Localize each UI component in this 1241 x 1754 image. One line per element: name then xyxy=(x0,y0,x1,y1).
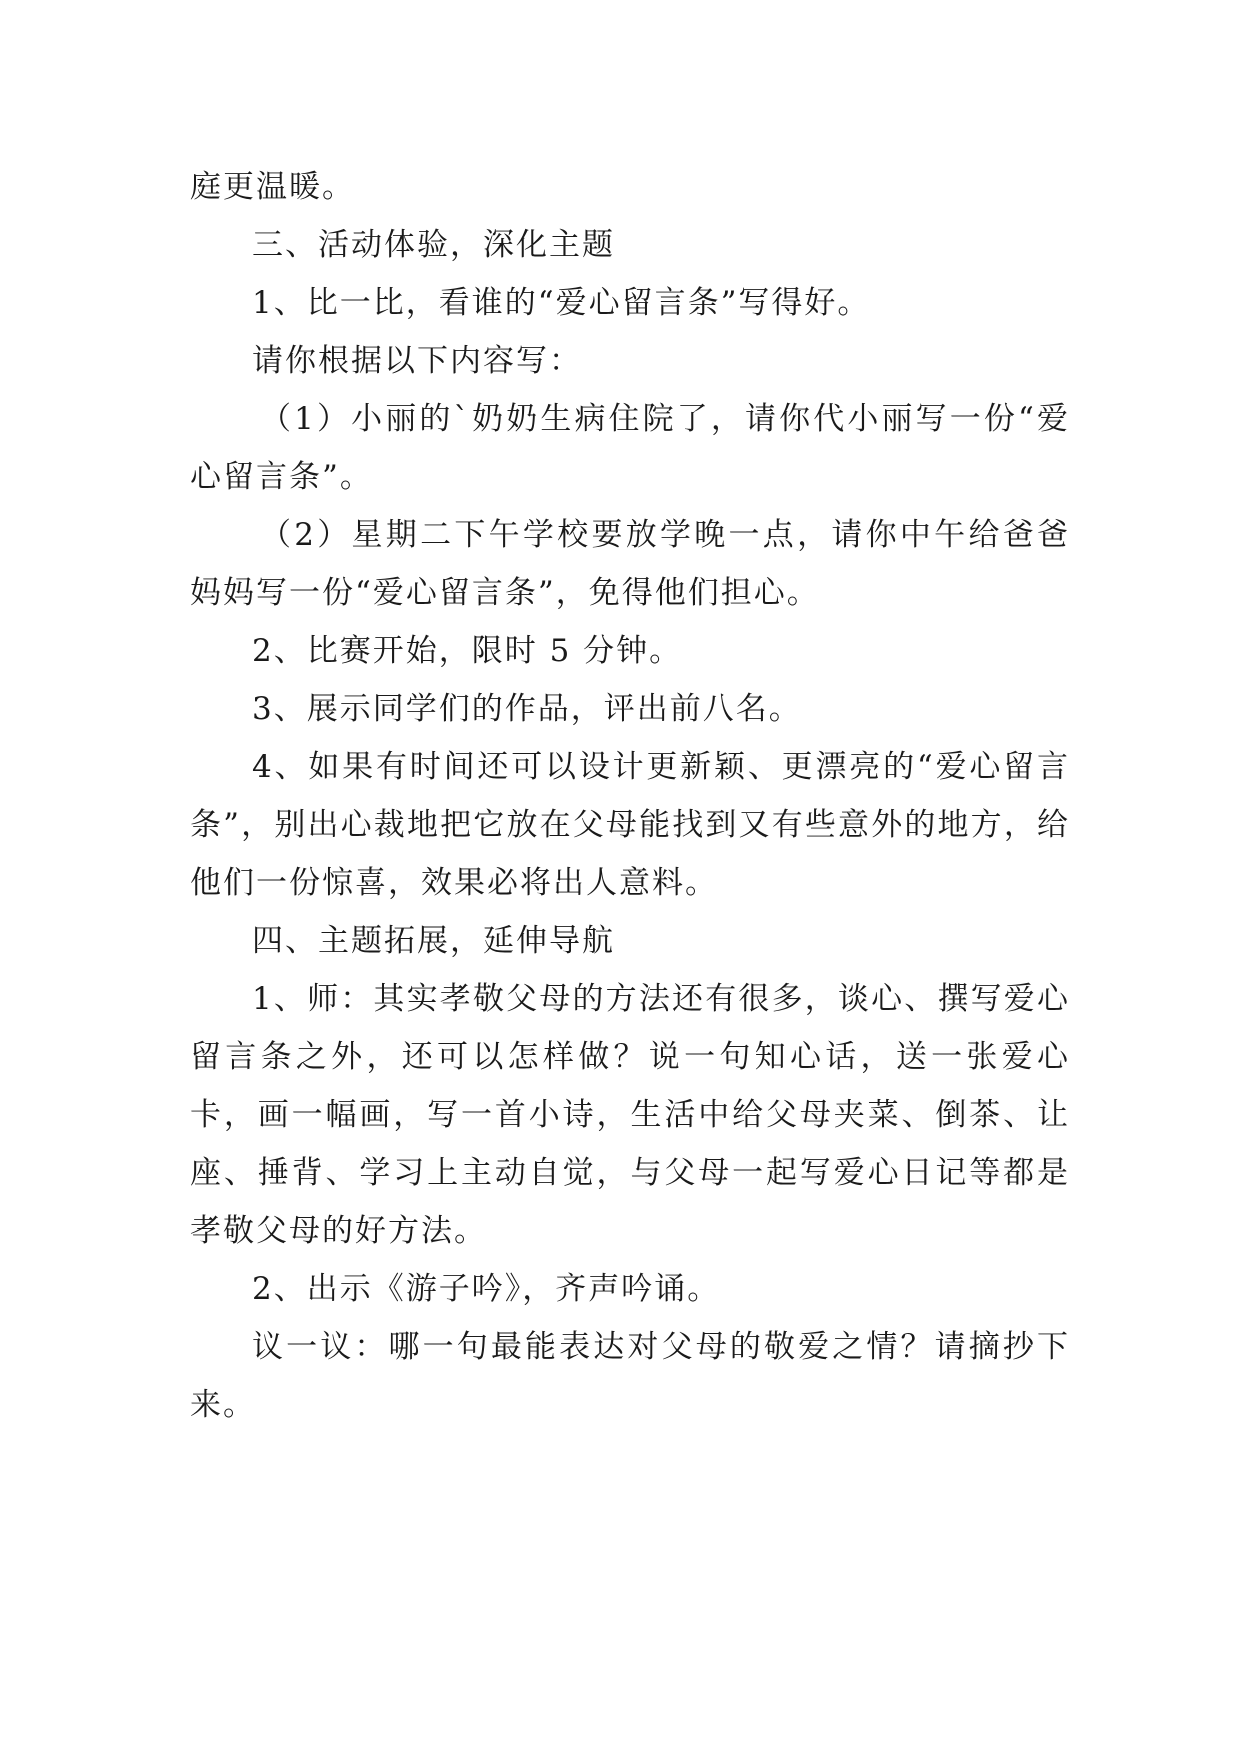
paragraph: 1、师：其实孝敬父母的方法还有很多，谈心、撰写爱心留言条之外，还可以怎样做？说一句知心话，送一张爱心卡，画一幅画，写一首小诗，生活中给父母夹菜、倒茶、让座、捶背、学习上主动自觉，与父母一起写爱心日记等都是孝敬父母的好方法。 xyxy=(190,981,1070,1249)
paragraph: 2、出示《游子吟》，齐声吟诵。 xyxy=(252,1271,721,1307)
section-heading: 四、主题拓展，延伸导航 xyxy=(252,923,615,959)
paragraph: 1、比一比，看谁的“爱心留言条”写得好。 xyxy=(252,285,871,321)
paragraph: 2、比赛开始，限时 5 分钟。 xyxy=(252,633,683,669)
section-heading: 三、活动体验，深化主题 xyxy=(252,227,615,263)
paragraph: 庭更温暖。 xyxy=(190,169,355,205)
paragraph: 议一议：哪一句最能表达对父母的敬爱之情？请摘抄下来。 xyxy=(190,1329,1070,1423)
document-page xyxy=(190,158,1070,1434)
paragraph: 3、展示同学们的作品，评出前八名。 xyxy=(252,691,802,727)
list-item: （2）星期二下午学校要放学晚一点，请你中午给爸爸妈妈写一份“爱心留言条”，免得他们担心。 xyxy=(190,517,1070,611)
paragraph: 请你根据以下内容写： xyxy=(252,343,582,379)
paragraph: 4、如果有时间还可以设计更新颖、更漂亮的“爱心留言条”，别出心裁地把它放在父母能找到又有些意外的地方，给他们一份惊喜，效果必将出人意料。 xyxy=(190,749,1070,901)
list-item: （1）小丽的`奶奶生病住院了，请你代小丽写一份“爱心留言条”。 xyxy=(190,401,1070,495)
